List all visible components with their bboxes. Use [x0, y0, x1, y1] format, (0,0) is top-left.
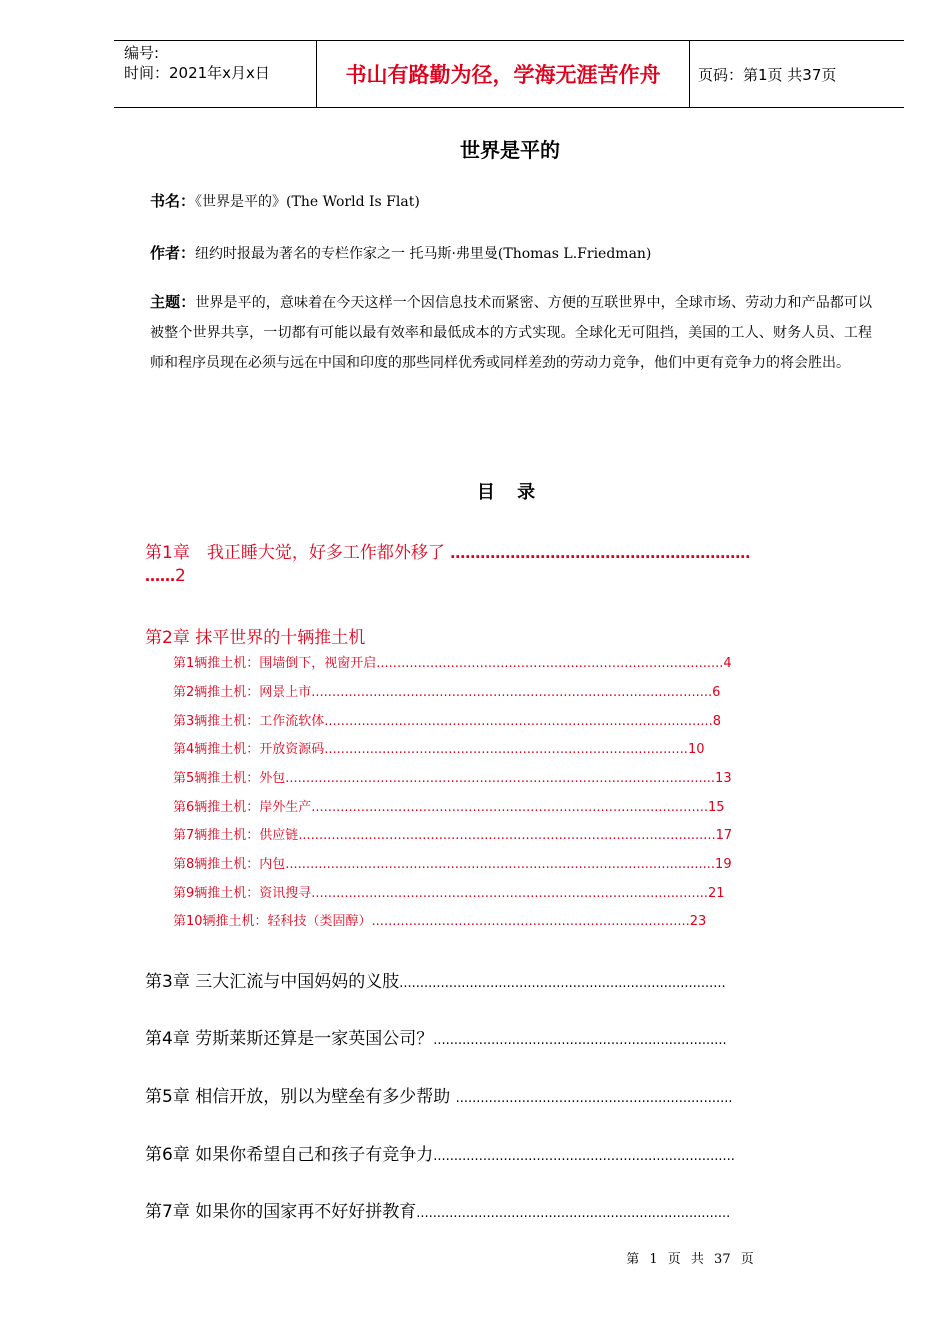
toc-sub-label: 第4辆推土机：开放资源码 [173, 742, 325, 757]
toc-sub-dots: ..................................................................................................... [298, 828, 716, 843]
toc-chapter-4[interactable] [145, 1024, 727, 1049]
toc-sub-dots: ........................................................................................................ [285, 857, 716, 872]
theme-value: 世界是平的，意味着在今天这样一个因信息技术而紧密、方便的互联世界中，全球市场、劳动力和产品都可以被整个世界共享，一切都有可能以最有效率和最低成本的方式实现。全球化无可阻挡，美国的工人、财务人员、工程师和程序员现在必须与远在中国和印度的那些同样优秀或同样差劲的劳动力竞争，他们中更有竞争力的将会胜出。 [150, 295, 872, 371]
toc-sub-page: 10 [687, 742, 705, 757]
book-label: 书名： [150, 192, 196, 210]
toc-sub-page: 19 [715, 857, 732, 872]
toc-chapter-label: 第3章 三大汇流与中国妈妈的义肢 [145, 972, 400, 992]
toc-sub-4[interactable] [173, 738, 704, 757]
toc-chapter-1-dots: …………………………………………………… [450, 544, 751, 562]
toc-sub-9[interactable] [173, 882, 725, 901]
page-header [114, 40, 904, 108]
toc-sub-page: 4 [723, 656, 732, 671]
toc-sub-dots: ................................................................................................ [311, 800, 708, 815]
theme-paragraph [150, 287, 872, 378]
toc-sub-dots: ............................................................................. [371, 914, 690, 929]
toc-sub-label: 第6辆推土机：岸外生产 [173, 800, 312, 815]
toc-sub-label: 第8辆推土机：内包 [173, 857, 286, 872]
toc-sub-3[interactable] [173, 710, 721, 729]
toc-chapter-dots: ............................................................................... [399, 976, 726, 991]
theme-label: 主题： [150, 293, 196, 311]
toc-sub-label: 第9辆推土机：资讯搜寻 [173, 886, 312, 901]
toc-chapter-3[interactable] [145, 967, 726, 992]
toc-sub-6[interactable] [173, 796, 725, 815]
author-line [150, 242, 872, 263]
author-value: 纽约时报最为著名的专栏作家之一 托马斯·弗里曼(Thomas L.Friedman) [195, 246, 652, 262]
toc-chapter-5[interactable] [145, 1082, 733, 1107]
toc-sub-page: 23 [689, 914, 707, 929]
toc-chapter-dots: ............................................................................ [416, 1206, 731, 1221]
toc-sub-page: 13 [715, 771, 732, 786]
toc-sub-8[interactable] [173, 853, 732, 872]
toc-sub-label: 第5辆推土机：外包 [173, 771, 286, 786]
toc-sub-page: 17 [715, 828, 733, 843]
document-title: 世界是平的 [460, 138, 560, 162]
toc-chapter-dots: ................................................................... [455, 1091, 733, 1106]
toc-sub-label: 第2辆推土机：网景上市 [173, 685, 312, 700]
toc-sub-2[interactable] [173, 681, 720, 700]
toc-sub-dots: ........................................................................................................ [285, 771, 716, 786]
toc-chapter-label: 第6章 如果你希望自己和孩子有竞争力 [145, 1145, 434, 1165]
toc-chapter-label: 第7章 如果你的国家再不好好拼教育 [145, 1202, 417, 1222]
toc-sub-dots: ................................................................................................. [311, 685, 713, 700]
toc-sub-label: 第7辆推土机：供应链 [173, 828, 299, 843]
toc-sub-dots: ................................................................................................ [311, 886, 708, 901]
toc-chapter-1-label: 第1章 我正睡大觉，好多工作都外移了 [145, 543, 445, 563]
toc-sub-dots: .................................................................................... [376, 656, 724, 671]
toc-sub-dots: ........................................................................................ [324, 742, 688, 757]
header-time: 时间：2021年x月x日 [124, 64, 270, 82]
toc-sub-page: 6 [712, 685, 721, 700]
toc-sub-page: 21 [707, 886, 725, 901]
toc-chapter-1-page: 2 [175, 566, 186, 586]
toc-sub-dots: .............................................................................................. [324, 714, 713, 729]
toc-sub-label: 第3辆推土机：工作流软体 [173, 714, 325, 729]
toc-chapter-dots: ......................................................................... [433, 1149, 735, 1164]
header-number: 编号: [124, 44, 160, 62]
toc-sub-10[interactable] [173, 910, 706, 929]
toc-chapter-6[interactable] [145, 1140, 735, 1165]
toc-chapter-label: 第5章 相信开放，别以为壁垒有多少帮助 [145, 1087, 456, 1107]
toc-chapter-label: 第4章 劳斯莱斯还算是一家英国公司？ [145, 1029, 434, 1049]
author-label: 作者： [150, 244, 196, 262]
header-page-number: 页码：第1页 共37页 [698, 65, 837, 84]
toc-sub-label: 第10辆推土机：轻科技（类固醇） [173, 914, 372, 929]
toc-sub-5[interactable] [173, 767, 732, 786]
toc-chapter-dots: ....................................................................... [433, 1033, 727, 1048]
book-value: 《世界是平的》(The World Is Flat) [195, 194, 420, 210]
toc-sub-page: 8 [712, 714, 722, 729]
toc-chapter-1[interactable] [145, 538, 750, 563]
toc-chapter-1-cont[interactable] [145, 566, 186, 586]
toc-sub-label: 第1辆推土机：围墙倒下，视窗开启 [173, 656, 377, 671]
book-line [150, 190, 872, 211]
toc-chapter-2[interactable] [145, 623, 365, 648]
toc-chapter-1-dots-cont: …… [145, 567, 175, 585]
toc-sub-1[interactable] [173, 652, 732, 671]
toc-sub-page: 15 [707, 800, 725, 815]
page-footer: 第 1 页 共 37 页 [626, 1252, 754, 1267]
toc-sub-7[interactable] [173, 824, 732, 843]
toc-title: 目 录 [476, 482, 544, 503]
header-motto: 书山有路勤为径，学海无涯苦作舟 [316, 41, 690, 107]
toc-chapter-7[interactable] [145, 1197, 730, 1222]
header-meta-cell [114, 41, 316, 107]
toc-chapter-2-label: 第2章 抹平世界的十辆推土机 [145, 628, 366, 648]
